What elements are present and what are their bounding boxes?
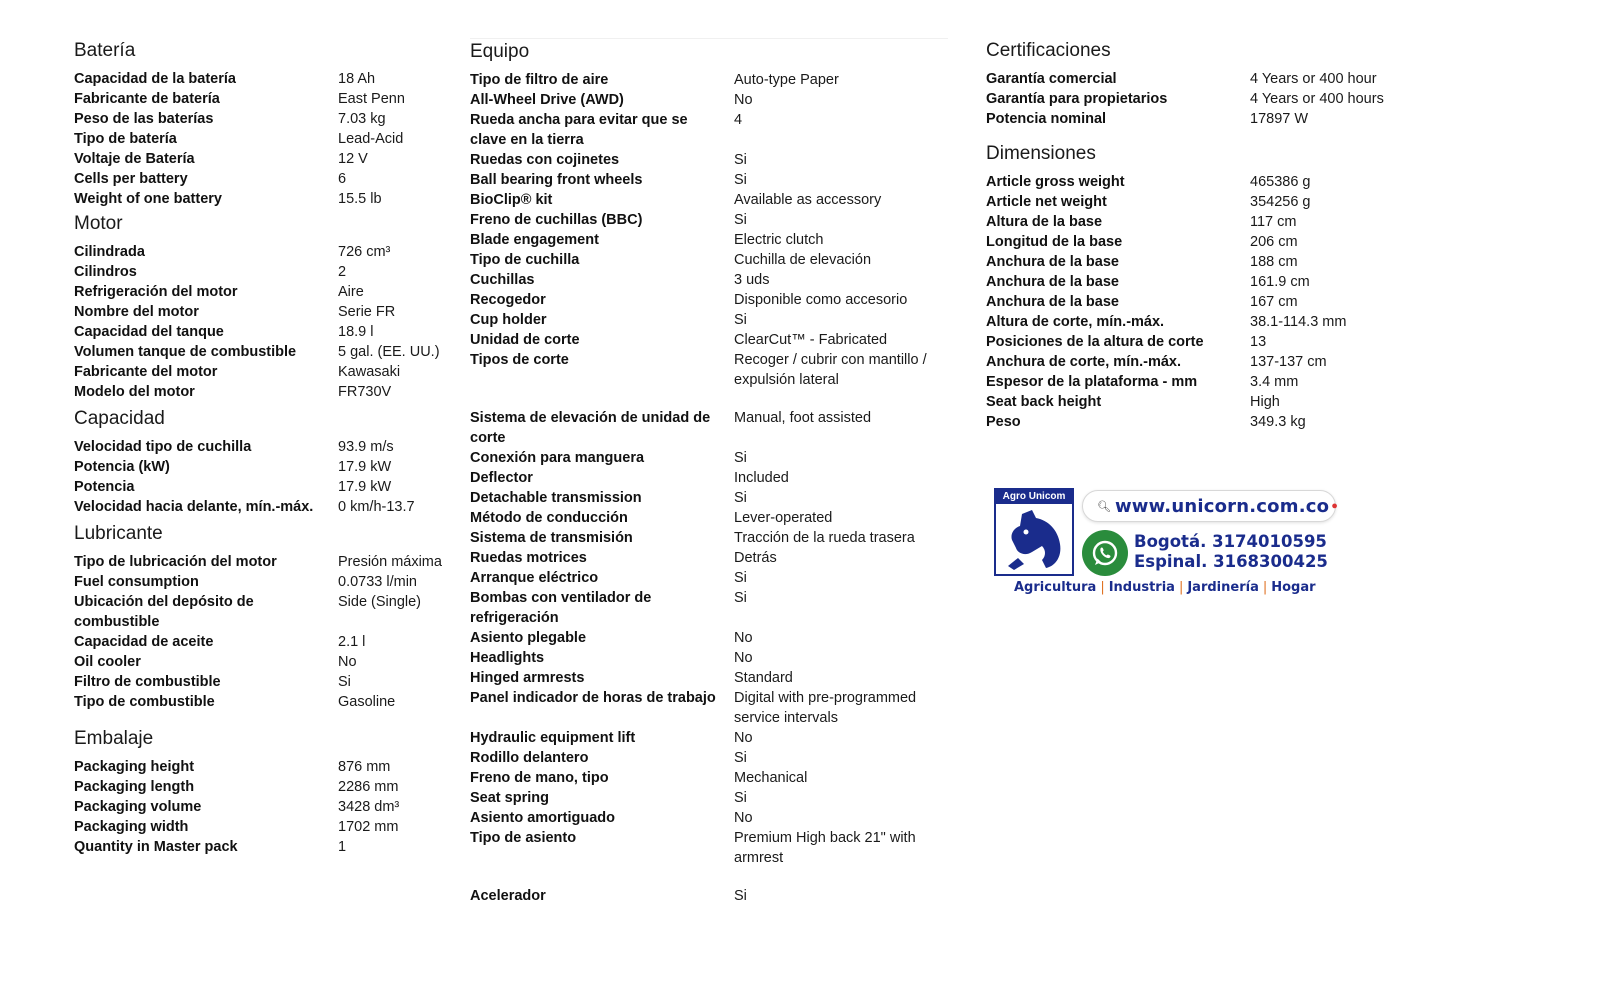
spec-value: No bbox=[338, 654, 357, 670]
section-title: Capacidad bbox=[74, 408, 165, 429]
spec-row bbox=[986, 192, 1506, 212]
spec-row bbox=[470, 190, 948, 210]
spec-row bbox=[986, 172, 1506, 192]
spec-value: No bbox=[734, 630, 753, 646]
spec-label: Quantity in Master pack bbox=[74, 839, 238, 855]
spec-label: Tipo de batería bbox=[74, 131, 177, 147]
row-spacer bbox=[470, 868, 948, 886]
spec-value: Tracción de la rueda trasera bbox=[734, 530, 915, 546]
spec-label: Velocidad hacia delante, mín.-máx. bbox=[74, 499, 314, 515]
spec-label: Potencia bbox=[74, 479, 135, 495]
spec-label: Bombas con ventilador de refrigeración bbox=[470, 590, 652, 626]
section-title: Certificaciones bbox=[986, 40, 1111, 61]
spec-label: Freno de mano, tipo bbox=[470, 770, 609, 786]
spec-value: Si bbox=[734, 152, 747, 168]
spec-label: Altura de corte, mín.-máx. bbox=[986, 314, 1165, 330]
spec-value: 17897 W bbox=[1250, 111, 1309, 127]
spec-row bbox=[470, 250, 948, 270]
spec-row bbox=[74, 572, 454, 592]
phone-espinal[interactable]: Espinal. 3168300425 bbox=[1134, 552, 1328, 571]
spec-value: 2 bbox=[338, 264, 347, 280]
spec-row bbox=[74, 777, 454, 797]
section-certificaciones bbox=[986, 38, 1506, 129]
spec-label: Asiento amortiguado bbox=[470, 810, 616, 826]
spec-row bbox=[74, 69, 454, 89]
spec-row bbox=[74, 109, 454, 129]
spec-label: Anchura de la base bbox=[986, 294, 1119, 310]
spec-value: Standard bbox=[734, 670, 793, 686]
section-title: Lubricante bbox=[74, 523, 163, 544]
spec-value: 13 bbox=[1250, 334, 1267, 350]
spec-row bbox=[986, 412, 1506, 432]
spec-row bbox=[986, 212, 1506, 232]
spec-value: 12 V bbox=[338, 151, 368, 167]
spec-label: Rueda ancha para evitar que se clave en la tierra bbox=[470, 112, 688, 148]
spec-value: 1702 mm bbox=[338, 819, 399, 835]
spec-value: Si bbox=[734, 590, 747, 606]
spec-value: 5 gal. (EE. UU.) bbox=[338, 344, 440, 360]
spec-value: Si bbox=[734, 490, 747, 506]
spec-label: Tipo de asiento bbox=[470, 830, 577, 846]
spec-value: 726 cm³ bbox=[338, 244, 391, 260]
spec-row bbox=[470, 408, 948, 448]
spec-value: 15.5 lb bbox=[338, 191, 382, 207]
spec-label: Acelerador bbox=[470, 888, 546, 904]
spec-value: 4 bbox=[734, 112, 743, 128]
section-dimensiones bbox=[986, 141, 1506, 432]
spec-value: FR730V bbox=[338, 384, 392, 400]
spec-label: Ubicación del depósito de combustible bbox=[74, 594, 254, 630]
spec-label: Cilindrada bbox=[74, 244, 145, 260]
spec-label: Article gross weight bbox=[986, 174, 1125, 190]
spec-row bbox=[74, 552, 454, 572]
spec-label: Anchura de la base bbox=[986, 254, 1119, 270]
spec-label: Tipo de filtro de aire bbox=[470, 72, 609, 88]
spec-label: Peso bbox=[986, 414, 1021, 430]
spec-value: 18.9 l bbox=[338, 324, 374, 340]
spec-value: Digital with pre-programmed service intervals bbox=[734, 690, 917, 726]
spec-value: Si bbox=[734, 450, 747, 466]
spec-row bbox=[470, 788, 948, 808]
spec-value: Si bbox=[734, 570, 747, 586]
spec-row bbox=[986, 392, 1506, 412]
spec-value: 18 Ah bbox=[338, 71, 376, 87]
spec-row bbox=[470, 748, 948, 768]
spec-value: Si bbox=[734, 750, 747, 766]
spec-row bbox=[74, 362, 454, 382]
spec-row bbox=[470, 350, 948, 390]
spec-label: Arranque eléctrico bbox=[470, 570, 599, 586]
spec-label: Headlights bbox=[470, 650, 545, 666]
spec-value: Included bbox=[734, 470, 789, 486]
spec-label: Recogedor bbox=[470, 292, 546, 308]
spec-row bbox=[470, 468, 948, 488]
tag-agricultura: Agricultura bbox=[1014, 580, 1097, 595]
spec-label: Freno de cuchillas (BBC) bbox=[470, 212, 643, 228]
spec-row bbox=[470, 150, 948, 170]
spec-label: Tipo de lubricación del motor bbox=[74, 554, 277, 570]
spec-row bbox=[470, 548, 948, 568]
website-url[interactable]: www.unicorn.com.co bbox=[1114, 495, 1330, 517]
spec-row bbox=[74, 592, 454, 632]
spec-value: 876 mm bbox=[338, 759, 391, 775]
spec-value: No bbox=[734, 92, 753, 108]
spec-label: Cilindros bbox=[74, 264, 137, 280]
spec-row bbox=[470, 648, 948, 668]
spec-row bbox=[74, 797, 454, 817]
spec-label: Anchura de la base bbox=[986, 274, 1119, 290]
spec-value: Si bbox=[734, 172, 747, 188]
spec-row bbox=[470, 828, 948, 868]
spec-row bbox=[470, 728, 948, 748]
spec-label: Potencia (kW) bbox=[74, 459, 170, 475]
section-motor bbox=[74, 211, 454, 402]
spec-label: Tipo de combustible bbox=[74, 694, 215, 710]
spec-label: Modelo del motor bbox=[74, 384, 195, 400]
spec-label: Capacidad de la batería bbox=[74, 71, 236, 87]
spec-value: Si bbox=[734, 888, 747, 904]
spec-label: Fabricante de batería bbox=[74, 91, 220, 107]
spec-value: 349.3 kg bbox=[1250, 414, 1306, 430]
spec-row bbox=[74, 652, 454, 672]
spec-value: No bbox=[734, 730, 753, 746]
spec-row bbox=[470, 70, 948, 90]
spec-value: 354256 g bbox=[1250, 194, 1311, 210]
tag-jardineria: Jardinería bbox=[1187, 580, 1259, 595]
spec-row bbox=[986, 312, 1506, 332]
spec-row bbox=[74, 837, 454, 857]
spec-row bbox=[74, 382, 454, 402]
spec-value: 3.4 mm bbox=[1250, 374, 1299, 390]
spec-value: Serie FR bbox=[338, 304, 396, 320]
spec-row bbox=[986, 89, 1506, 109]
spec-value: Premium High back 21" with armrest bbox=[734, 830, 916, 866]
spec-label: Cuchillas bbox=[470, 272, 535, 288]
spec-label: Deflector bbox=[470, 470, 533, 486]
section-bateria bbox=[74, 38, 454, 209]
spec-label: Posiciones de la altura de corte bbox=[986, 334, 1204, 350]
section-capacidad bbox=[74, 406, 454, 517]
mic-icon: ● bbox=[1331, 500, 1338, 512]
spec-label: Refrigeración del motor bbox=[74, 284, 238, 300]
spec-value: Side (Single) bbox=[338, 594, 422, 610]
spec-row bbox=[470, 170, 948, 190]
spec-row bbox=[986, 332, 1506, 352]
section-title: Dimensiones bbox=[986, 143, 1096, 164]
spec-value: 3428 dm³ bbox=[338, 799, 400, 815]
spec-label: Nombre del motor bbox=[74, 304, 199, 320]
whatsapp-icon[interactable] bbox=[1082, 530, 1128, 576]
spec-row bbox=[470, 290, 948, 310]
spec-row bbox=[74, 129, 454, 149]
spec-label: Espesor de la plataforma - mm bbox=[986, 374, 1198, 390]
spec-row bbox=[470, 668, 948, 688]
spec-row bbox=[74, 262, 454, 282]
spec-row bbox=[74, 282, 454, 302]
spec-row bbox=[470, 508, 948, 528]
spec-row bbox=[74, 457, 454, 477]
spec-row bbox=[74, 817, 454, 837]
spec-row bbox=[74, 189, 454, 209]
spec-value: Lever-operated bbox=[734, 510, 833, 526]
spec-row bbox=[74, 632, 454, 652]
spec-row bbox=[470, 330, 948, 350]
specs-column-1 bbox=[74, 38, 454, 857]
spec-value: Lead-Acid bbox=[338, 131, 404, 147]
spec-label: Asiento plegable bbox=[470, 630, 587, 646]
spec-value: Si bbox=[734, 790, 747, 806]
spec-value: Manual, foot assisted bbox=[734, 410, 872, 426]
spec-row bbox=[74, 342, 454, 362]
spec-label: Altura de la base bbox=[986, 214, 1103, 230]
spec-row bbox=[470, 310, 948, 330]
spec-label: Cup holder bbox=[470, 312, 547, 328]
whatsapp-phone-icon bbox=[1090, 538, 1120, 568]
spec-label: Ball bearing front wheels bbox=[470, 172, 643, 188]
spec-label: Seat spring bbox=[470, 790, 549, 806]
spec-row bbox=[986, 292, 1506, 312]
spec-row bbox=[470, 270, 948, 290]
spec-value: 7.03 kg bbox=[338, 111, 386, 127]
spec-row bbox=[986, 252, 1506, 272]
spec-value: 38.1-114.3 mm bbox=[1250, 314, 1347, 330]
spec-row bbox=[74, 169, 454, 189]
tag-industria: Industria bbox=[1108, 580, 1175, 595]
spec-label: Garantía comercial bbox=[986, 71, 1117, 87]
spec-row bbox=[74, 89, 454, 109]
spec-row bbox=[470, 448, 948, 468]
spec-label: Ruedas motrices bbox=[470, 550, 587, 566]
spec-value: 17.9 kW bbox=[338, 479, 392, 495]
spec-row bbox=[470, 628, 948, 648]
spec-value: Mechanical bbox=[734, 770, 808, 786]
spec-label: Packaging width bbox=[74, 819, 189, 835]
spec-row bbox=[74, 437, 454, 457]
spec-row bbox=[470, 808, 948, 828]
spec-row bbox=[986, 232, 1506, 252]
spec-value: 3 uds bbox=[734, 272, 770, 288]
spec-label: Velocidad tipo de cuchilla bbox=[74, 439, 252, 455]
spec-label: Panel indicador de horas de trabajo bbox=[470, 690, 716, 706]
spec-label: Detachable transmission bbox=[470, 490, 642, 506]
spec-label: Sistema de transmisión bbox=[470, 530, 633, 546]
spec-value: Si bbox=[734, 312, 747, 328]
spec-value: 137-137 cm bbox=[1250, 354, 1327, 370]
spec-value: 117 cm bbox=[1250, 214, 1297, 230]
spec-label: Rodillo delantero bbox=[470, 750, 589, 766]
spec-label: Blade engagement bbox=[470, 232, 599, 248]
row-spacer bbox=[470, 390, 948, 408]
section-title: Equipo bbox=[470, 41, 530, 62]
spec-row bbox=[470, 110, 948, 150]
spec-value: 4 Years or 400 hours bbox=[1250, 91, 1384, 107]
spec-label: Sistema de elevación de unidad de corte bbox=[470, 410, 711, 446]
spec-row bbox=[74, 302, 454, 322]
section-title: Batería bbox=[74, 40, 136, 61]
spec-row bbox=[986, 69, 1506, 89]
spec-row bbox=[470, 568, 948, 588]
spec-value: Presión máxima bbox=[338, 554, 442, 570]
spec-value: Gasoline bbox=[338, 694, 396, 710]
spec-row bbox=[470, 210, 948, 230]
spec-label: Unidad de corte bbox=[470, 332, 580, 348]
spec-value: East Penn bbox=[338, 91, 405, 107]
spec-label: Hinged armrests bbox=[470, 670, 585, 686]
spec-value: High bbox=[1250, 394, 1280, 410]
spec-row bbox=[986, 352, 1506, 372]
spec-label: Packaging height bbox=[74, 759, 195, 775]
spec-label: Voltaje de Batería bbox=[74, 151, 195, 167]
spec-value: 0.0733 l/min bbox=[338, 574, 417, 590]
spec-row bbox=[470, 230, 948, 250]
spec-value: 188 cm bbox=[1250, 254, 1298, 270]
spec-label: Longitud de la base bbox=[986, 234, 1123, 250]
spec-row bbox=[74, 242, 454, 262]
spec-value: 161.9 cm bbox=[1250, 274, 1310, 290]
spec-label: Fabricante del motor bbox=[74, 364, 218, 380]
section-title: Motor bbox=[74, 213, 123, 234]
spec-label: Seat back height bbox=[986, 394, 1102, 410]
spec-label: Cells per battery bbox=[74, 171, 188, 187]
spec-value: Detrás bbox=[734, 550, 777, 566]
spec-value: Kawasaki bbox=[338, 364, 401, 380]
spec-row bbox=[470, 588, 948, 628]
spec-row bbox=[470, 886, 948, 906]
spec-value: Available as accessory bbox=[734, 192, 882, 208]
spec-value: Si bbox=[734, 212, 747, 228]
spec-label: Fuel consumption bbox=[74, 574, 199, 590]
spec-label: Ruedas con cojinetes bbox=[470, 152, 620, 168]
spec-value: 2286 mm bbox=[338, 779, 399, 795]
section-lubricante bbox=[74, 521, 454, 712]
brand-name: Agro Unicom bbox=[996, 490, 1072, 504]
spec-label: Anchura de corte, mín.-máx. bbox=[986, 354, 1181, 370]
spec-value: Aire bbox=[338, 284, 364, 300]
spec-value: Si bbox=[338, 674, 351, 690]
spec-value: 6 bbox=[338, 171, 347, 187]
url-search-bar[interactable] bbox=[1082, 490, 1336, 522]
spec-label: Conexión para manguera bbox=[470, 450, 645, 466]
spec-row bbox=[74, 692, 454, 712]
spec-value: No bbox=[734, 810, 753, 826]
tag-hogar: Hogar bbox=[1271, 580, 1316, 595]
spec-label: Packaging volume bbox=[74, 799, 202, 815]
spec-row bbox=[470, 768, 948, 788]
spec-value: 1 bbox=[338, 839, 347, 855]
spec-row bbox=[470, 90, 948, 110]
spec-label: All-Wheel Drive (AWD) bbox=[470, 92, 624, 108]
spec-value: Electric clutch bbox=[734, 232, 824, 248]
spec-row bbox=[74, 672, 454, 692]
spec-row bbox=[986, 272, 1506, 292]
spec-label: Oil cooler bbox=[74, 654, 141, 670]
spec-label: Tipo de cuchilla bbox=[470, 252, 580, 268]
spec-value: Recoger / cubrir con mantillo / expulsión lateral bbox=[734, 352, 927, 388]
spec-value: No bbox=[734, 650, 753, 666]
specs-column-2 bbox=[470, 38, 948, 906]
spec-label: Capacidad del tanque bbox=[74, 324, 224, 340]
spec-label: Peso de las baterías bbox=[74, 111, 214, 127]
spec-value: 17.9 kW bbox=[338, 459, 392, 475]
spec-label: Weight of one battery bbox=[74, 191, 222, 207]
spec-value: Auto-type Paper bbox=[734, 72, 839, 88]
spec-value: 0 km/h-13.7 bbox=[338, 499, 415, 515]
spec-label: Potencia nominal bbox=[986, 111, 1107, 127]
spec-row bbox=[74, 322, 454, 342]
spec-label: BioClip® kit bbox=[470, 192, 553, 208]
spec-row bbox=[74, 497, 454, 517]
spec-value: 167 cm bbox=[1250, 294, 1298, 310]
spec-label: Garantía para propietarios bbox=[986, 91, 1168, 107]
spec-label: Tipos de corte bbox=[470, 352, 569, 368]
spec-label: Packaging length bbox=[74, 779, 195, 795]
spec-row bbox=[470, 688, 948, 728]
spec-value: 206 cm bbox=[1250, 234, 1298, 250]
spec-value: 465386 g bbox=[1250, 174, 1311, 190]
spec-label: Filtro de combustible bbox=[74, 674, 221, 690]
spec-value: 93.9 m/s bbox=[338, 439, 394, 455]
specs-column-3 bbox=[986, 38, 1506, 432]
spec-value: Disponible como accesorio bbox=[734, 292, 908, 308]
spec-row bbox=[74, 149, 454, 169]
section-equipo bbox=[470, 39, 948, 906]
spec-row bbox=[470, 488, 948, 508]
spec-row bbox=[74, 757, 454, 777]
spec-value: 4 Years or 400 hour bbox=[1250, 71, 1377, 87]
brand-logo bbox=[994, 488, 1074, 576]
spec-row bbox=[470, 528, 948, 548]
spec-label: Capacidad de aceite bbox=[74, 634, 214, 650]
spec-value: ClearCut™ - Fabricated bbox=[734, 332, 888, 348]
spec-label: Volumen tanque de combustible bbox=[74, 344, 297, 360]
spec-value: Cuchilla de elevación bbox=[734, 252, 872, 268]
spec-label: Método de conducción bbox=[470, 510, 628, 526]
search-icon: 🔍︎ bbox=[1097, 500, 1111, 513]
phone-numbers bbox=[1134, 532, 1328, 572]
spec-value: 2.1 l bbox=[338, 634, 366, 650]
spec-label: Hydraulic equipment lift bbox=[470, 730, 636, 746]
section-embalaje bbox=[74, 726, 454, 857]
spec-row bbox=[74, 477, 454, 497]
brand-tagline: Agricultura | Industria | Jardinería | Hogar bbox=[1014, 580, 1316, 595]
agro-unicorn-banner[interactable] bbox=[994, 488, 1340, 600]
spec-row bbox=[986, 372, 1506, 392]
horse-head-icon bbox=[1002, 508, 1066, 572]
section-title: Embalaje bbox=[74, 728, 154, 749]
phone-bogota[interactable]: Bogotá. 3174010595 bbox=[1134, 532, 1327, 551]
spec-row bbox=[986, 109, 1506, 129]
spec-label: Article net weight bbox=[986, 194, 1107, 210]
